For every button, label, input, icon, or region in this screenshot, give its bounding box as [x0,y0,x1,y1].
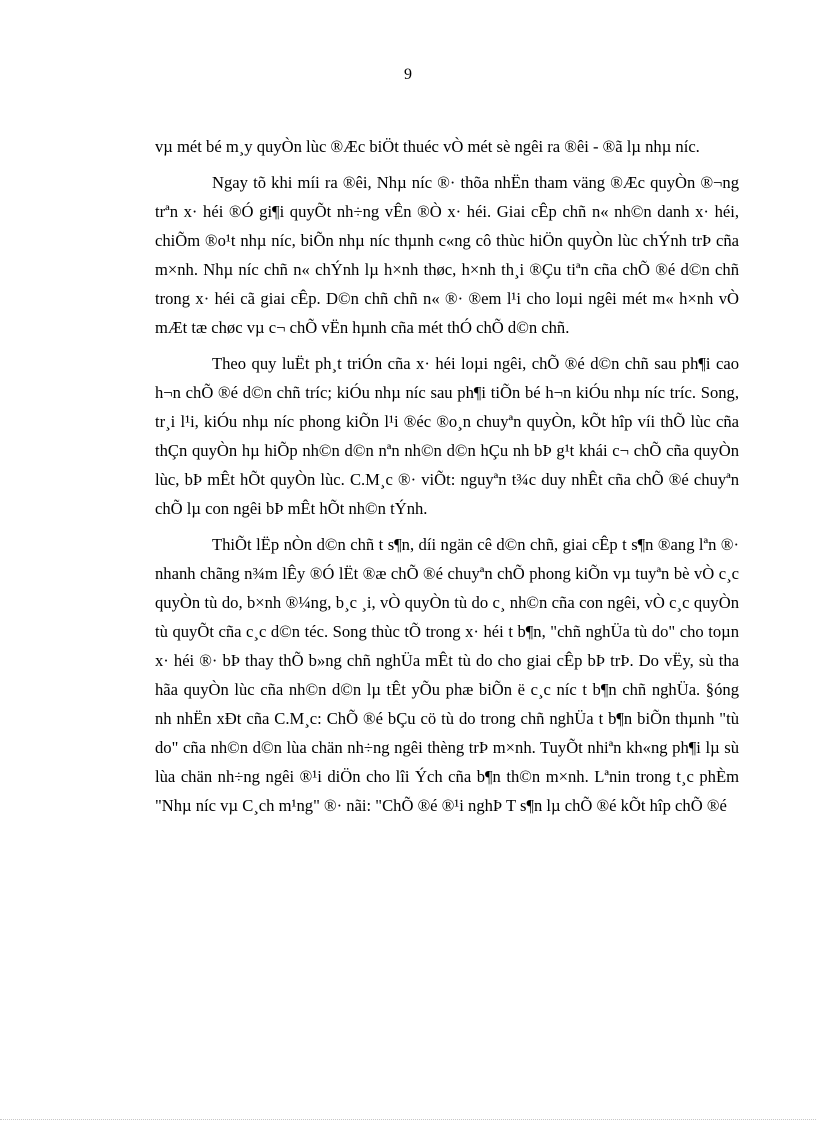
paragraph: Ngay tõ khi míi ra ®êi, Nhµ níc ®· thõa nhËn tham väng ®Æc quyÒn ®¬ng trªn x· héi ®Ó gi¶i quyÕt nh÷ng vÊn ®Ò x· héi. Giai cÊp chñ n« nh©n danh x· héi, chiÕm ®o¹t nhµ níc, biÕn nhµ níc thµnh c«ng cô thùc hiÖn quyÒn lùc chÝnh trÞ cña m×nh. Nhµ níc chñ n« chÝnh lµ h×nh thøc, h×nh th¸i ®Çu tiªn cña chÕ ®é d©n chñ trong x· héi cã giai cÊp. D©n chñ chñ n« ®· ®em l¹i cho loµi ngêi mét m« h×nh vÒ mÆt tæ chøc vµ c¬ chÕ vËn hµnh cña mét thÓ chÕ d©n chñ. [155,173,739,337]
paragraph: vµ mét bé m¸y quyÒn lùc ®Æc biÖt thuéc vÒ mét sè ngêi ra ®êi - ®ã lµ nhµ níc. [155,137,700,156]
page-bottom-divider [0,1119,816,1120]
paragraph: ThiÕt lËp nÒn d©n chñ t s¶n, díi ngän cê d©n chñ, giai cÊp t s¶n ®ang lªn ®· nhanh chãng n¾m lÊy ®Ó lËt ®æ chÕ ®é chuyªn chÕ phong kiÕn vµ tuyªn bè vÒ c¸c quyÒn tù do, b×nh ®¼ng, b¸c ¸i, vÒ quyÒn tù do c¸ nh©n cña con ngêi, vÒ c¸c quyÒn tù quyÕt cña c¸c d©n téc. Song thùc tÕ trong x· héi t b¶n, "chñ nghÜa tù do" cho toµn x· héi ®· bÞ thay thÕ b»ng chñ nghÜa mÊt tù do cho giai cÊp bÞ trÞ. Do vËy, sù tha hãa quyÒn lùc cña nh©n d©n lµ tÊt yÕu phæ biÕn ë c¸c níc t b¶n chñ nghÜa. §óng nh nhËn xÐt cña C.M¸c: ChÕ ®é bÇu cö tù do trong chñ nghÜa t b¶n biÕn thµnh "tù do" cña nh©n d©n lùa chän nh÷ng ngêi thèng trÞ m×nh. TuyÕt nhiªn kh«ng ph¶i lµ sù lùa chän nh÷ng ngêi ®¹i diÖn cho lîi Ých cña b¶n th©n m×nh. Lªnin trong t¸c phÈm "Nhµ níc vµ C¸ch m¹ng" ®· nãi: "ChÕ ®é ®¹i nghÞ T s¶n lµ chÕ ®é kÕt hîp chÕ ®é [155,535,739,815]
body-text [155,132,739,827]
paragraph: Theo quy luËt ph¸t triÓn cña x· héi loµi ngêi, chÕ ®é d©n chñ sau ph¶i cao h¬n chÕ ®é d©n chñ tríc; kiÓu nhµ níc sau ph¶i tiÕn bé h¬n kiÓu nhµ níc tríc. Song, tr¸i l¹i, kiÓu nhµ níc phong kiÕn l¹i ®éc ®o¸n chuyªn quyÒn, kÕt hîp víi thÕ lùc cña thÇn quyÒn hµ hiÕp nh©n d©n nªn nh©n d©n hÇu nh bÞ g¹t khái c¬ chÕ cña quyÒn lùc, bÞ mÊt hÕt quyÒn lùc. C.M¸c ®· viÕt: nguyªn t¾c duy nhÊt cña chÕ ®é chuyªn chÕ lµ con ngêi bÞ mÊt hÕt nh©n tÝnh. [155,354,739,518]
page-number: 9 [404,66,412,83]
